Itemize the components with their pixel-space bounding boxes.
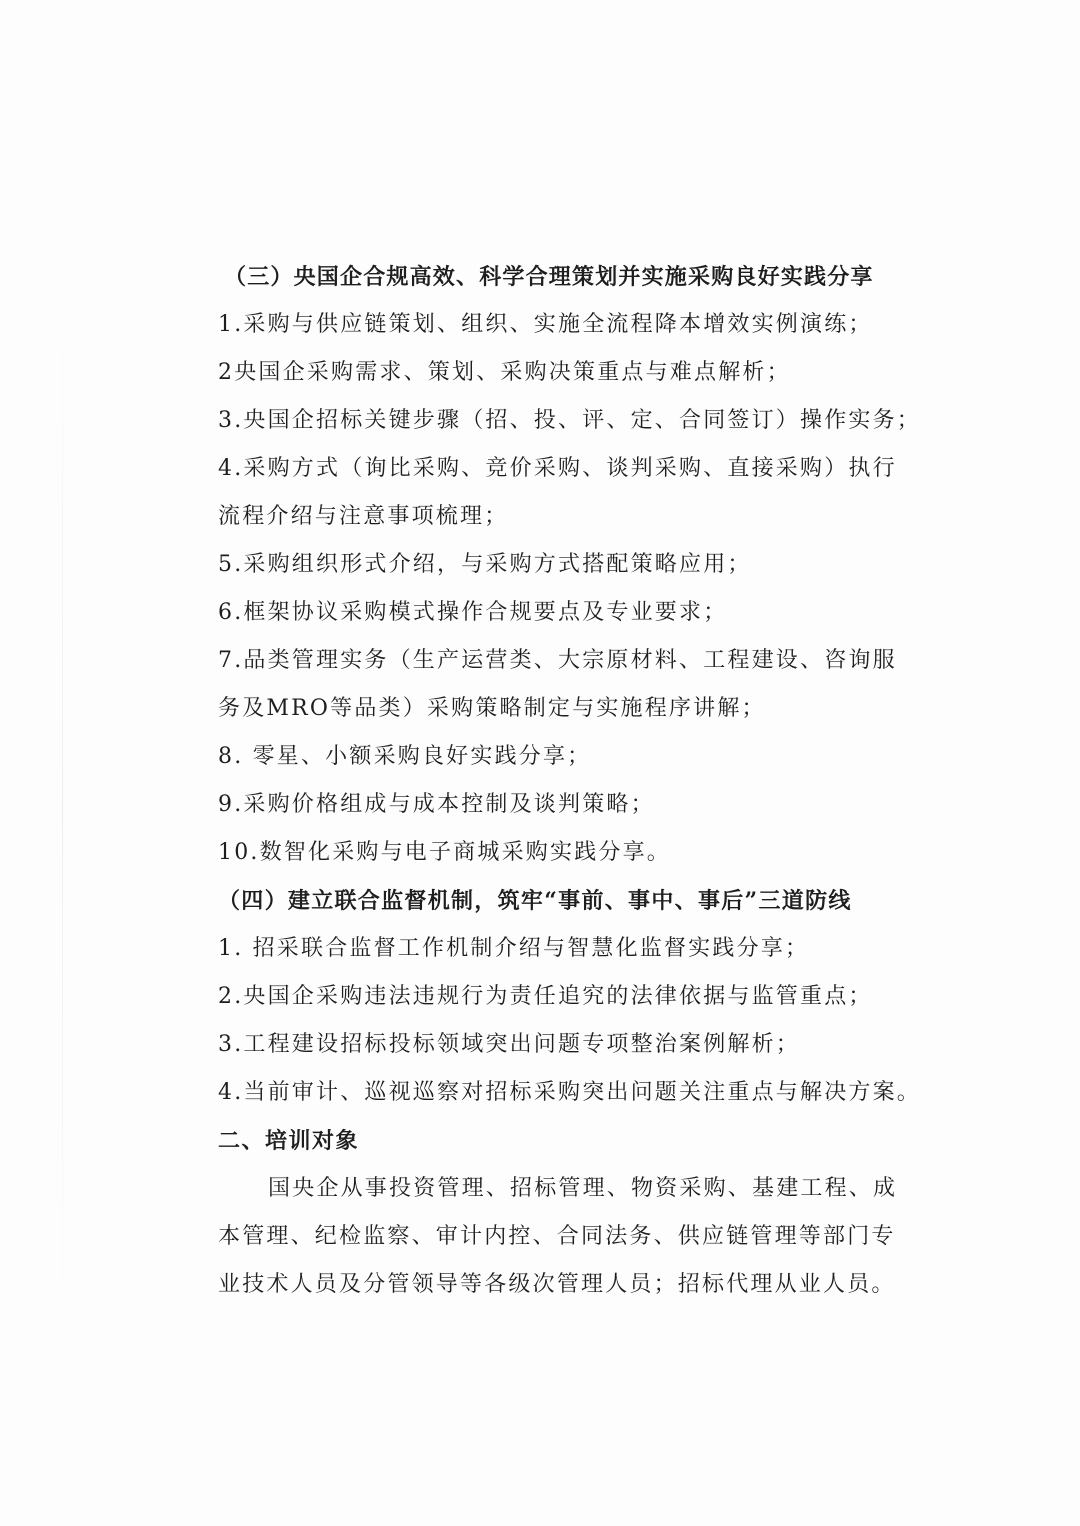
section3-item-4: 4.采购方式（询比采购、竞价采购、谈判采购、直接采购）执行 (218, 456, 897, 481)
section4-item-3: 3.工程建设招标投标领域突出问题专项整治案例解析； (218, 1032, 800, 1057)
section3-item-7-cont: 务及MRO等品类）采购策略制定与实施程序讲解； (218, 696, 766, 721)
section3-item-10: 10.数智化采购与电子商城采购实践分享。 (218, 840, 671, 865)
section3-item-6: 6.框架协议采购模式操作合规要点及专业要求； (218, 600, 728, 625)
scan-edge-shadow (62, 260, 63, 1370)
section4-item-4: 4.当前审计、巡视巡察对招标采购突出问题关注重点与解决方案。 (218, 1080, 921, 1105)
section4-heading: （四）建立联合监督机制，筑牢“事前、事中、事后”三道防线 (218, 888, 852, 914)
section3-item-2: 2央国企采购需求、策划、采购决策重点与难点解析； (218, 360, 791, 385)
part2-paragraph-line-3: 业技术人员及分管领导等各级次管理人员；招标代理从业人员。 (218, 1272, 896, 1297)
section4-item-2: 2.央国企采购违法违规行为责任追究的法律依据与监管重点； (218, 984, 873, 1009)
section3-item-5: 5.采购组织形式介绍，与采购方式搭配策略应用； (218, 552, 752, 577)
section3-item-7: 7.品类管理实务（生产运营类、大宗原材料、工程建设、咨询服 (218, 648, 897, 673)
part2-heading: 二、培训对象 (218, 1128, 360, 1154)
part2-paragraph-line-2: 本管理、纪检监察、审计内控、合同法务、供应链管理等部门专 (218, 1224, 896, 1249)
section3-heading: （三）央国企合规高效、科学合理策划并实施采购良好实践分享 (224, 264, 874, 290)
part2-paragraph-line-1: 国央企从事投资管理、招标管理、物资采购、基建工程、成 (268, 1176, 898, 1201)
section3-item-9: 9.采购价格组成与成本控制及谈判策略； (218, 792, 655, 817)
section4-item-1: 1. 招采联合监督工作机制介绍与智慧化监督实践分享； (218, 936, 810, 961)
section3-item-8: 8. 零星、小额采购良好实践分享； (218, 744, 592, 769)
section3-item-3: 3.央国企招标关键步骤（招、投、评、定、合同签订）操作实务； (218, 408, 921, 433)
section3-item-1: 1.采购与供应链策划、组织、实施全流程降本增效实例演练； (218, 312, 873, 337)
section3-item-4-cont: 流程介绍与注意事项梳理； (218, 504, 509, 529)
document-body (218, 253, 928, 1309)
